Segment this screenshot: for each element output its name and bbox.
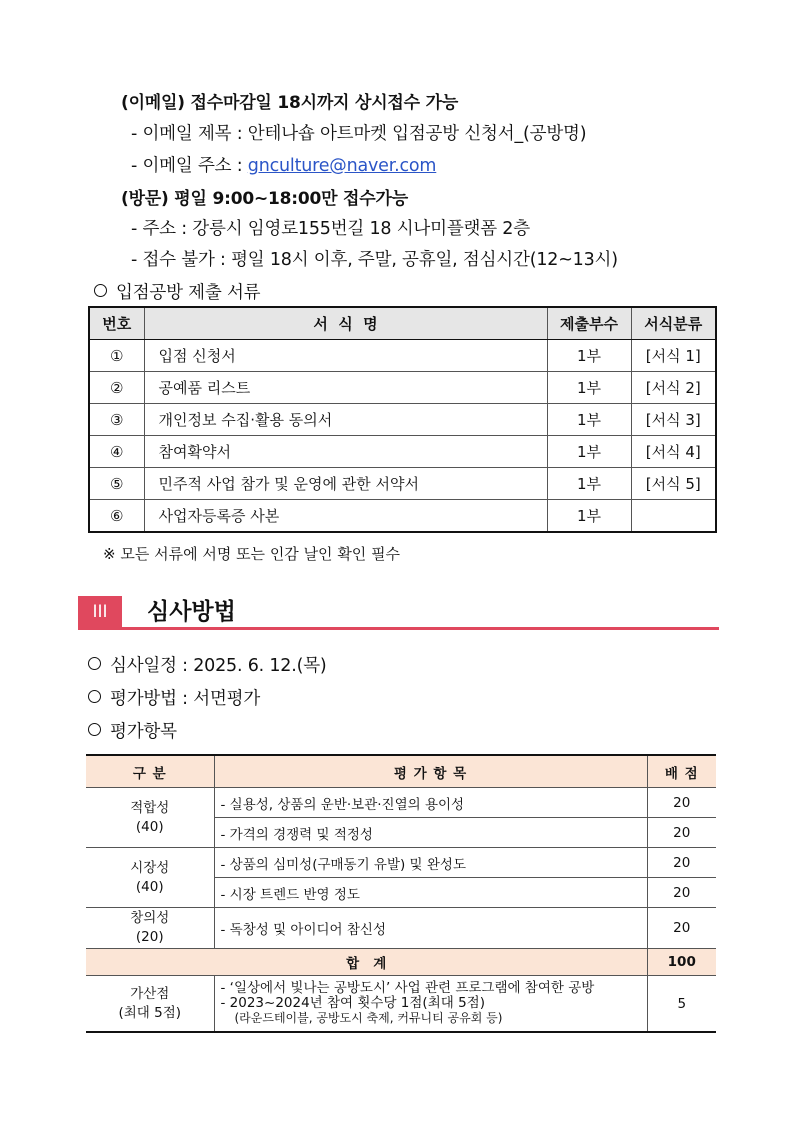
doc-name: 사업자등록증 사본: [144, 500, 547, 533]
eval-category: [86, 848, 214, 908]
table-row: [86, 788, 716, 818]
eval-category: [86, 908, 214, 949]
doc-name: 입점 신청서: [144, 340, 547, 372]
eval-category: [86, 788, 214, 848]
total-label: 합 계: [86, 949, 647, 976]
eval-header-score: 배 점: [647, 755, 716, 788]
doc-copies: 1부: [547, 372, 631, 404]
docs-header-copies: 제출부수: [547, 307, 631, 340]
doc-copies: 1부: [547, 436, 631, 468]
category-max: (40): [135, 818, 164, 835]
eval-score: 20: [647, 908, 716, 949]
doc-form: [서식 2]: [631, 372, 716, 404]
circle-bullet-icon: [88, 690, 101, 703]
category-name: 시장성: [130, 859, 170, 876]
doc-no: ⑥: [89, 500, 144, 533]
docs-heading-text: 입점공방 제출 서류: [116, 283, 261, 303]
docs-header-form: 서식분류: [631, 307, 716, 340]
review-date-text: 심사일정 : 2025. 6. 12.(목): [110, 656, 327, 676]
review-method-text: 평가방법 : 서면평가: [110, 689, 261, 709]
email-submission-heading: (이메일) 접수마감일 18시까지 상시접수 가능: [121, 93, 459, 113]
category-max: (20): [135, 929, 164, 945]
section-number-badge: III: [78, 596, 122, 628]
doc-form: [631, 500, 716, 533]
eval-header-category: 구 분: [86, 755, 214, 788]
bonus-line2: - 2023~2024년 참여 횟수당 1점(최대 5점): [220, 995, 485, 1011]
doc-no: ③: [89, 404, 144, 436]
circle-bullet-icon: [88, 723, 101, 736]
doc-copies: 1부: [547, 468, 631, 500]
eval-score: 20: [647, 818, 716, 848]
bonus-description: [214, 976, 647, 1033]
docs-heading: [94, 279, 260, 304]
table-row: [89, 436, 716, 468]
email-address-link[interactable]: gnculture@naver.com: [247, 156, 437, 176]
doc-form: [서식 3]: [631, 404, 716, 436]
eval-score: 20: [647, 848, 716, 878]
doc-copies: 1부: [547, 404, 631, 436]
bonus-max: (최대 5점): [118, 1004, 182, 1021]
table-row: [89, 468, 716, 500]
table-row: [86, 848, 716, 878]
doc-no: ②: [89, 372, 144, 404]
bonus-line1: - ‘일상에서 빛나는 공방도시’ 사업 관련 프로그램에 참여한 공방: [220, 980, 595, 996]
eval-score: 20: [647, 878, 716, 908]
bonus-score: 5: [647, 976, 716, 1033]
table-row: [86, 908, 716, 949]
docs-header-no: 번호: [89, 307, 144, 340]
doc-form: [서식 5]: [631, 468, 716, 500]
eval-item: - 독창성 및 아이디어 참신성: [214, 908, 647, 949]
eval-score: 20: [647, 788, 716, 818]
review-date: [88, 652, 327, 677]
eval-item: - 상품의 심미성(구매동기 유발) 및 완성도: [214, 848, 647, 878]
visit-address-line: - 주소 : 강릉시 임영로155번길 18 시나미플랫폼 2층: [131, 219, 530, 239]
circle-bullet-icon: [94, 284, 107, 297]
category-max: (40): [135, 878, 164, 895]
eval-table-header: [86, 755, 716, 788]
doc-name: 공예품 리스트: [144, 372, 547, 404]
doc-no: ①: [89, 340, 144, 372]
circle-bullet-icon: [88, 657, 101, 670]
doc-form: [서식 4]: [631, 436, 716, 468]
bonus-row: [86, 976, 716, 1033]
docs-header-name: 서 식 명: [144, 307, 547, 340]
table-row: [89, 500, 716, 533]
review-method: [88, 685, 260, 710]
table-row: [89, 372, 716, 404]
visit-unavailable-line: - 접수 불가 : 평일 18시 이후, 주말, 공휴일, 점심시간(12~13시): [131, 250, 618, 270]
doc-name: 민주적 사업 참가 및 운영에 관한 서약서: [144, 468, 547, 500]
category-name: 적합성: [130, 799, 170, 816]
docs-table-header: [89, 307, 716, 340]
eval-header-items: 평 가 항 목: [214, 755, 647, 788]
email-address-label: - 이메일 주소 :: [131, 156, 248, 176]
doc-name: 참여확약서: [144, 436, 547, 468]
total-score: 100: [647, 949, 716, 976]
bonus-line3: (라운드테이블, 공방도시 축제, 커뮤니티 공유회 등): [234, 1011, 503, 1025]
doc-form: [서식 1]: [631, 340, 716, 372]
doc-no: ④: [89, 436, 144, 468]
docs-table: [88, 306, 717, 533]
doc-copies: 1부: [547, 340, 631, 372]
doc-name: 개인정보 수집·활용 동의서: [144, 404, 547, 436]
eval-item: - 실용성, 상품의 운반·보관·진열의 용이성: [214, 788, 647, 818]
table-row: [89, 340, 716, 372]
eval-table: [86, 754, 716, 1033]
section-title: 심사방법: [147, 599, 236, 625]
section-divider: [78, 627, 719, 630]
category-name: 창의성: [130, 910, 170, 926]
eval-item: - 가격의 경쟁력 및 적정성: [214, 818, 647, 848]
visit-submission-heading: (방문) 평일 9:00~18:00만 접수가능: [121, 189, 408, 209]
email-address-line: [131, 152, 436, 177]
bonus-name: 가산점: [130, 985, 170, 1002]
eval-item: - 시장 트렌드 반영 정도: [214, 878, 647, 908]
table-row: [89, 404, 716, 436]
bonus-category: [86, 976, 214, 1033]
total-row: [86, 949, 716, 976]
doc-copies: 1부: [547, 500, 631, 533]
email-subject-line: - 이메일 제목 : 안테나숍 아트마켓 입점공방 신청서_(공방명): [131, 124, 587, 144]
doc-no: ⑤: [89, 468, 144, 500]
review-items-heading-text: 평가항목: [110, 722, 177, 742]
docs-note: ※ 모든 서류에 서명 또는 인감 날인 확인 필수: [103, 545, 401, 563]
review-items-heading: [88, 718, 177, 743]
